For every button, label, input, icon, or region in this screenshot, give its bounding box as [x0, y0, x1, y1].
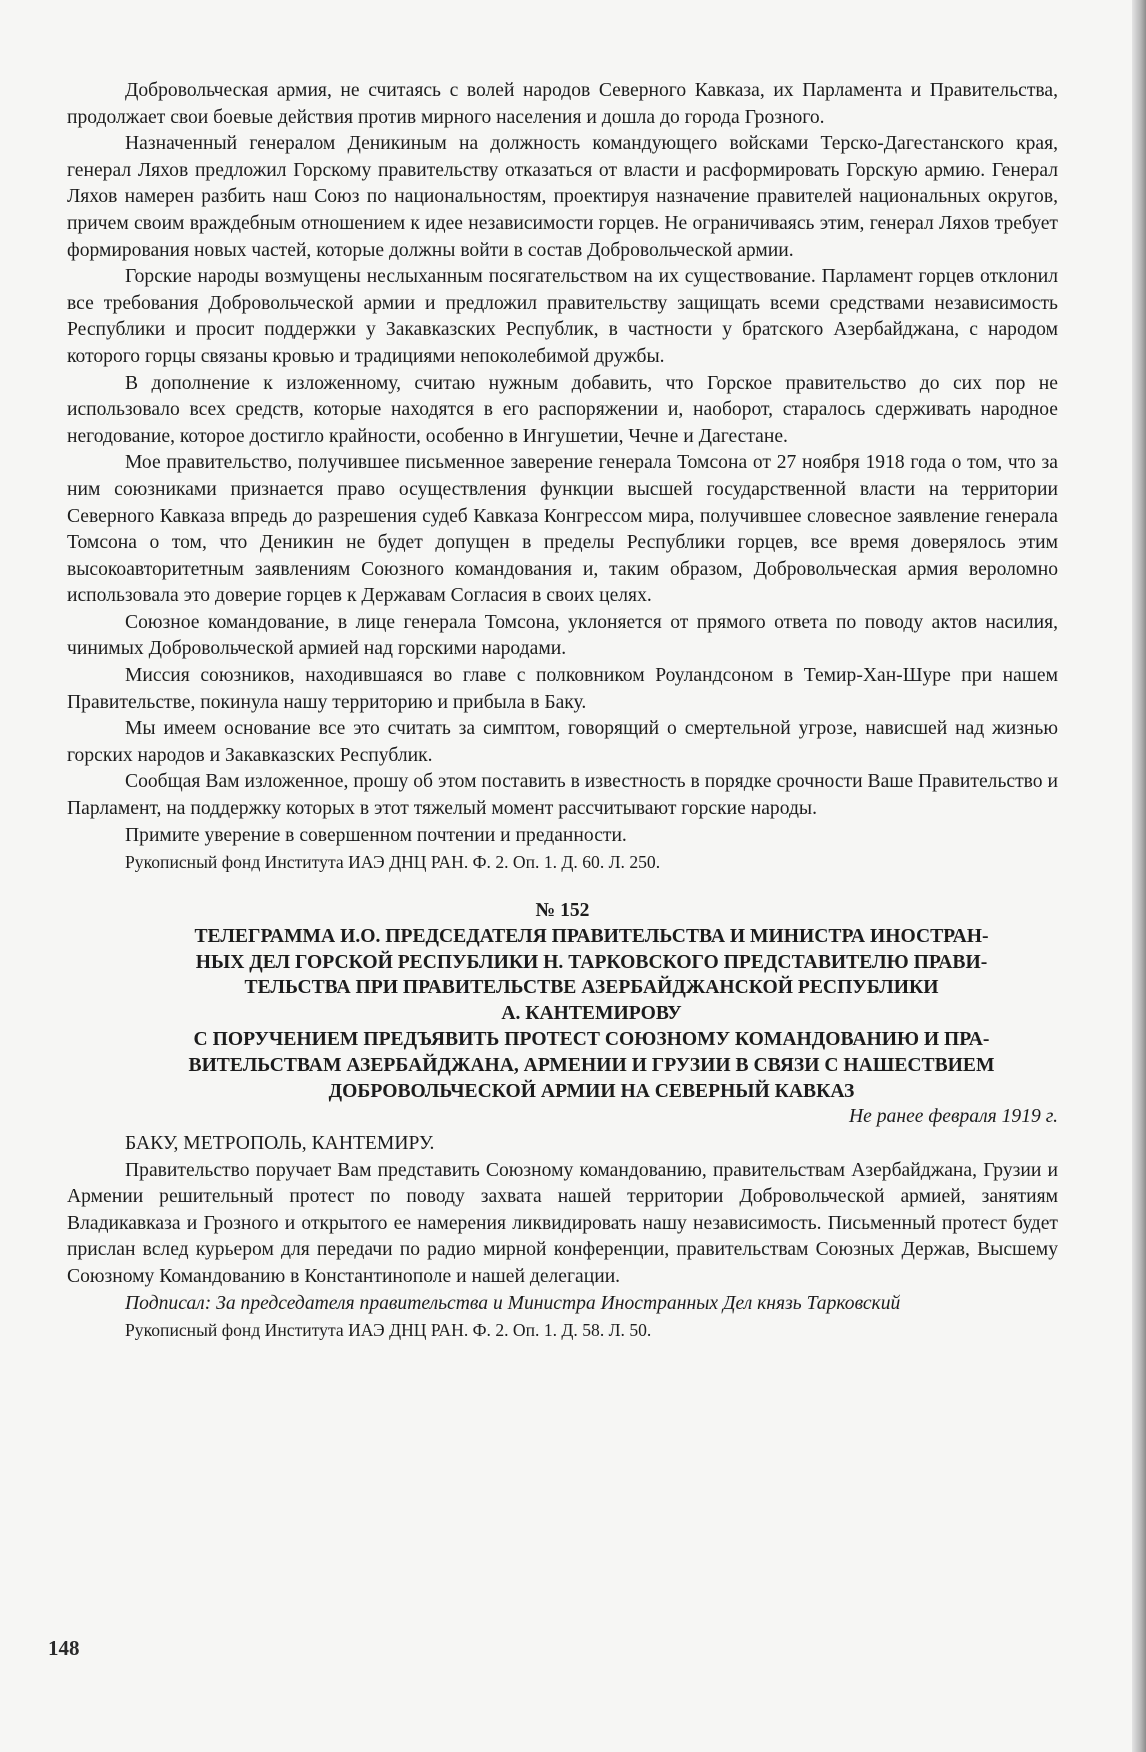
signature-line: Подписал: За председателя правительства и Министра Иностранных Дел князь Тарковский: [125, 1292, 901, 1314]
document-body: [67, 78, 1058, 1344]
document-number: № 152: [535, 899, 590, 921]
title-line: ТЕЛЬСТВА ПРИ ПРАВИТЕЛЬСТВЕ АЗЕРБАЙДЖАНСКОЙ РЕСПУБЛИКИ: [244, 977, 939, 999]
document-title: [67, 924, 1058, 1105]
page-edge-shadow: [1132, 0, 1146, 1752]
telegram-address: БАКУ, МЕТРОПОЛЬ, КАНТЕМИРУ.: [125, 1132, 435, 1154]
paragraph: Горские народы возмущены неслыханным посягательством на их существование. Парламент горцев отклонил все требования Добровольческой армии и предложил правительству защищать всеми средствами независимость Республики и просит поддержки у Закавказских Республик, в частности у братского Азербайджана, с народом которого горцы связаны кровью и традициями непоколебимой дружбы.: [67, 266, 1058, 367]
title-line: НЫХ ДЕЛ ГОРСКОЙ РЕСПУБЛИКИ Н. ТАРКОВСКОГО ПРЕДСТАВИТЕЛЮ ПРАВИ-: [195, 951, 988, 973]
title-line: А. КАНТЕМИРОВУ: [501, 1003, 682, 1025]
paragraph: Примите уверение в совершенном почтении и преданности.: [125, 824, 627, 846]
title-line: ТЕЛЕГРАММА И.О. ПРЕДСЕДАТЕЛЯ ПРАВИТЕЛЬСТВА И МИНИСТРА ИНОСТРАН-: [194, 925, 989, 947]
paragraph: Миссия союзников, находившаяся во главе с полковником Роуландсоном в Темир-Хан-Шуре при нашем Правительстве, покинула нашу территорию и прибыла в Баку.: [67, 665, 1058, 713]
paragraph: Мы имеем основание все это считать за симптом, говорящий о смертельной угрозе, нависшей над жизнью горских народов и Закавказских Республик.: [67, 718, 1058, 766]
paragraph: Сообщая Вам изложенное, прошу об этом поставить в известность в порядке срочности Ваше Правительство и Парламент, на поддержку которых в этот тяжелый момент рассчитывают горские народы.: [67, 771, 1058, 820]
title-line: ДОБРОВОЛЬЧЕСКОЙ АРМИИ НА СЕВЕРНЫЙ КАВКАЗ: [328, 1080, 855, 1102]
paragraph: Добровольческая армия, не считаясь с волей народов Северного Кавказа, их Парламента и Правительства, продолжает свои боевые действия против мирного населения и дошла до города Грозного.: [67, 80, 1058, 128]
title-line: ВИТЕЛЬСТВАМ АЗЕРБАЙДЖАНА, АРМЕНИИ И ГРУЗИИ В СВЯЗИ С НАШЕСТВИЕМ: [188, 1054, 995, 1076]
title-line: С ПОРУЧЕНИЕМ ПРЕДЪЯВИТЬ ПРОТЕСТ СОЮЗНОМУ КОМАНДОВАНИЮ И ПРА-: [193, 1029, 990, 1050]
archive-source-reference: Рукописный фонд Института ИАЭ ДНЦ РАН. Ф. 2. Оп. 1. Д. 60. Л. 250.: [125, 852, 661, 873]
page-number: 148: [48, 1636, 80, 1660]
paragraph: Мое правительство, получившее письменное заверение генерала Томсона от 27 ноября 1918 года о том, что за ним союзниками признается право осуществления функции высшей государственной власти на территории Северного Кавказа впредь до разрешения судеб Кавказа Конгрессом мира, получившее словесное заявление генерала Томсона о том, что Деникин не будет допущен в пределы Республики горцев, все время доверялось этим высокоавторитетным заявлениям Союзного командования и, таким образом, Добровольческая армия вероломно использовала это доверие горцев к Державам Согласия в своих целях.: [67, 452, 1058, 607]
paragraph: Назначенный генералом Деникиным на должность командующего войсками Терско-Дагестанского края, генерал Ляхов предложил Горскому правительству отказаться от власти и расформировать Горскую армию. Генерал Ляхов намерен разбить наш Союз по национальностям, проектируя назначение правителей национальных округов, причем своим враждебным отношением к идее независимости горцев. Не ограничиваясь этим, генерал Ляхов требует формирования новых частей, которые должны войти в состав Добровольческой армии.: [67, 133, 1058, 261]
document-date: Не ранее февраля 1919 г.: [849, 1106, 1058, 1128]
telegram-body: Правительство поручает Вам представить Союзному командованию, правительствам Азербайджана, Грузии и Армении решительный протест по поводу захвата нашей территории Добровольческой армией, занятиям Владикавказа и Грозного и открытого ее намерения ликвидировать нашу независимость. Письменный протест будет прислан вслед курьером для передачи по радио мирной конференции, правительствам Союзных Держав, Высшему Союзному Командованию в Константинополе и нашей делегации.: [67, 1159, 1058, 1287]
paragraph: Союзное командование, в лице генерала Томсона, уклоняется от прямого ответа по поводу актов насилия, чинимых Добровольческой армией над горскими народами.: [67, 611, 1058, 660]
paragraph: В дополнение к изложенному, считаю нужным добавить, что Горское правительство до сих пор не использовало всех средств, которые находятся в его распоряжении и, наоборот, старалось сдерживать народное негодование, которое достигло крайности, особенно в Ингушетии, Чечне и Дагестане.: [67, 372, 1058, 447]
archive-source-reference: Рукописный фонд Института ИАЭ ДНЦ РАН. Ф. 2. Оп. 1. Д. 58. Л. 50.: [125, 1320, 652, 1341]
